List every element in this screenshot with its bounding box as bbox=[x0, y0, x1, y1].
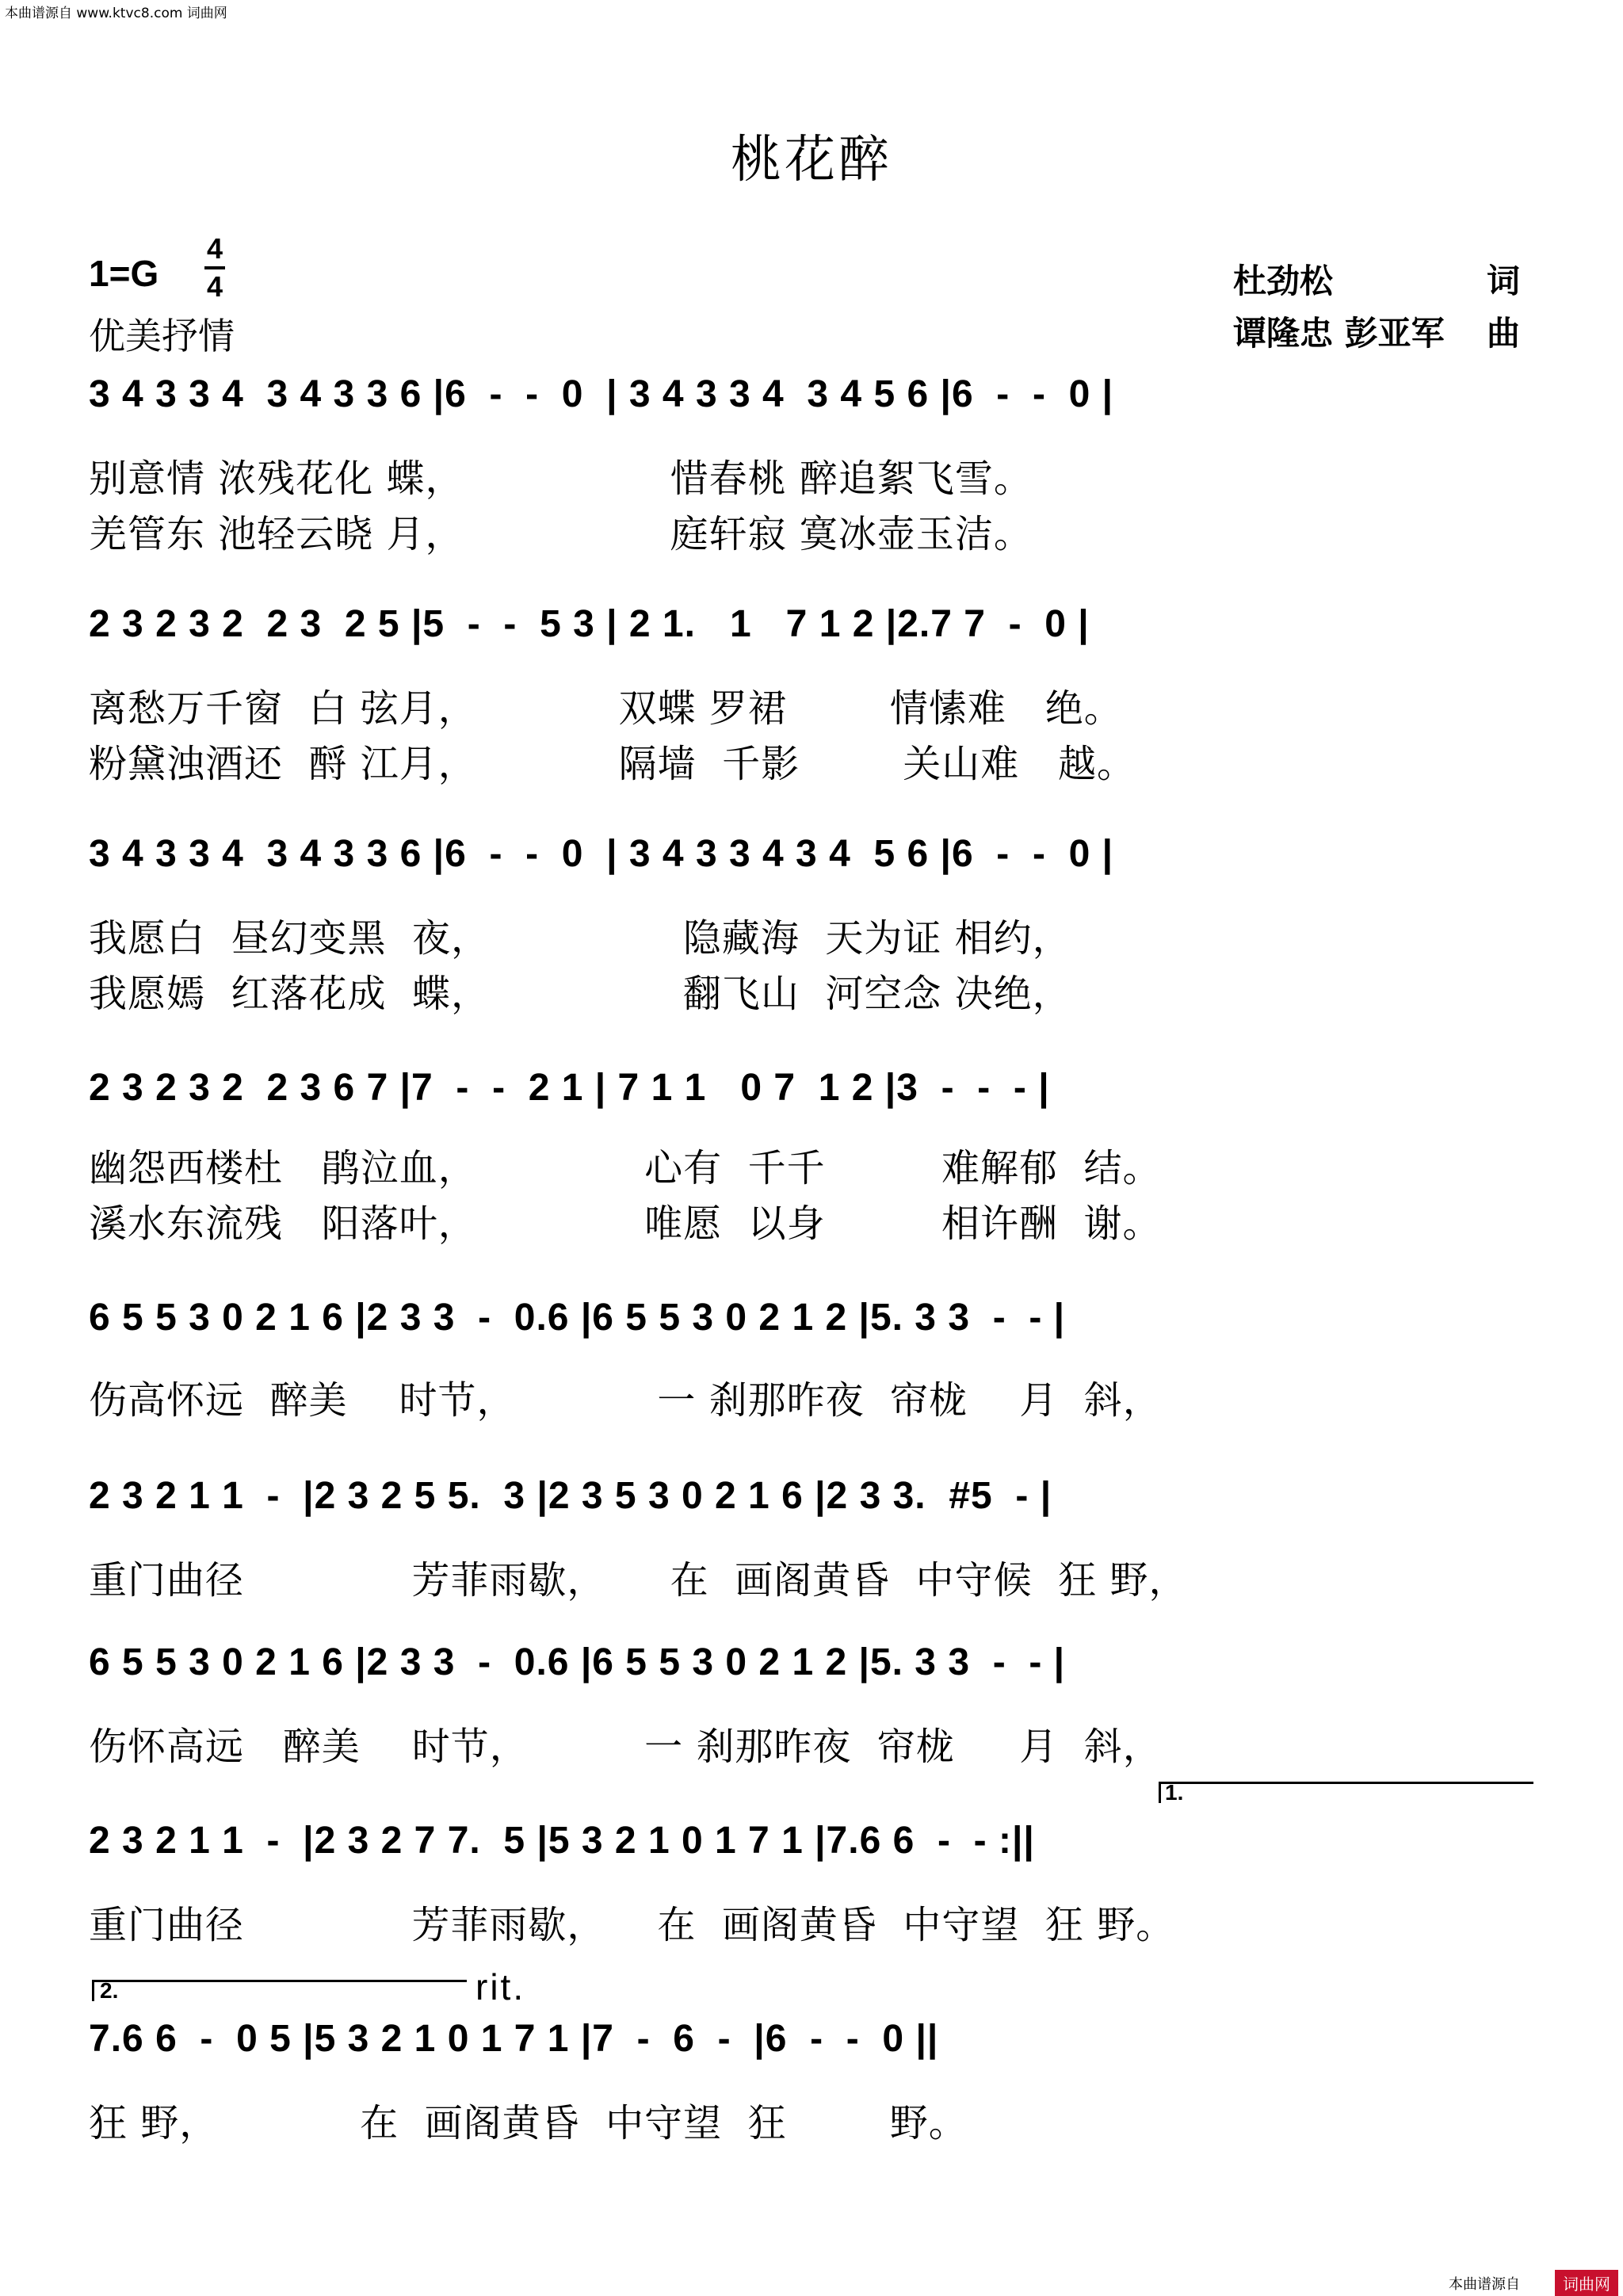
notation-line: 2 3 2 3 2 2 3 6 7 |7 - - 2 1 | 7 1 1 0 7 1 2 |3 - - - | bbox=[89, 1067, 1050, 1109]
notation-line: 2 3 2 1 1 - |2 3 2 7 7. 5 |5 3 2 1 0 1 7 1 |7.6 6 - - :|| bbox=[89, 1820, 1035, 1862]
notation-line: 2 3 2 1 1 - |2 3 2 5 5. 3 |2 3 5 3 0 2 1 6 |2 3 3. #5 - | bbox=[89, 1475, 1052, 1517]
site-logo[interactable]: 词曲网 bbox=[1555, 2270, 1618, 2296]
meter-top: 4 bbox=[206, 232, 223, 265]
volta-2-label: 2. bbox=[100, 1978, 119, 2003]
footer-source-text: 本曲谱源自 bbox=[1449, 2276, 1520, 2293]
meter-bottom: 4 bbox=[206, 270, 223, 303]
song-title: 桃花醉 bbox=[731, 131, 892, 189]
lyric-line: 伤怀高远 醉美 时节， 一 刹那昨夜 帘栊 月 斜， bbox=[89, 1725, 1162, 1769]
key-signature: 1=G bbox=[89, 253, 159, 294]
notation-line: 7.6 6 - 0 5 |5 3 2 1 0 1 7 1 |7 - 6 - |6 - - 0 || bbox=[89, 2018, 939, 2060]
source-watermark: 本曲谱源自 www.ktvc8.com 词曲网 bbox=[5, 6, 227, 21]
composer-role: 曲 bbox=[1487, 314, 1521, 353]
lyric-line: 我愿白 昼幻变黑 夜， 隐藏海 天为证 相约， bbox=[89, 916, 1071, 961]
lyric-line: 别意情 浓残花化 蝶， 惜春桃 醉追絮飞雪。 bbox=[89, 457, 1033, 501]
expression-marking: 优美抒情 bbox=[89, 315, 235, 357]
lyric-line: 离愁万千窗 白 弦月， 双蝶 罗裙 情愫难 绝。 bbox=[89, 686, 1123, 731]
lyric-line: 溪水东流残 阳落叶， 唯愿 以身 相许酬 谢。 bbox=[89, 1201, 1162, 1246]
notation-line: 3 4 3 3 4 3 4 3 3 6 |6 - - 0 | 3 4 3 3 4 3 4 5 6 |6 - - 0 | bbox=[89, 373, 1114, 415]
lyricist-role: 词 bbox=[1487, 262, 1521, 300]
notation-line: 2 3 2 3 2 2 3 2 5 |5 - - 5 3 | 2 1. 1 7 1 2 |2.7 7 - 0 | bbox=[89, 603, 1090, 645]
lyric-line: 狂 野， 在 画阁黄昏 中守望 狂 野。 bbox=[89, 2101, 968, 2145]
notation-line: 3 4 3 3 4 3 4 3 3 6 |6 - - 0 | 3 4 3 3 4 3 4 5 6 |6 - - 0 | bbox=[89, 833, 1114, 875]
lyricist-name: 杜劲松 bbox=[1233, 262, 1334, 300]
volta-1-label: 1. bbox=[1165, 1780, 1184, 1805]
lyric-line: 我愿嫣 红落花成 蝶， 翻飞山 河空念 决绝， bbox=[89, 972, 1071, 1016]
notation-line: 6 5 5 3 0 2 1 6 |2 3 3 - 0.6 |6 5 5 3 0 2 1 2 |5. 3 3 - - | bbox=[89, 1641, 1066, 1683]
lyric-line: 重门曲径 芳菲雨歇， 在 画阁黄昏 中守望 狂 野。 bbox=[89, 1903, 1175, 1947]
volta-bracket-1 bbox=[1159, 1782, 1533, 1803]
notation-line: 6 5 5 3 0 2 1 6 |2 3 3 - 0.6 |6 5 5 3 0 2 1 2 |5. 3 3 - - | bbox=[89, 1297, 1066, 1339]
time-signature bbox=[204, 231, 225, 304]
ritardando-marking: rit. bbox=[475, 1966, 526, 2008]
lyric-line: 伤高怀远 醉美 时节， 一 刹那昨夜 帘栊 月 斜， bbox=[89, 1378, 1162, 1423]
lyric-line: 粉黛浊酒还 酹 江月， 隔墙 千影 关山难 越。 bbox=[89, 742, 1136, 786]
lyric-line: 羌管东 池轻云晓 月， 庭轩寂 寞冰壶玉洁。 bbox=[89, 512, 1033, 556]
composer-names: 谭隆忠 彭亚军 bbox=[1233, 314, 1445, 353]
lyric-line: 重门曲径 芳菲雨歇， 在 画阁黄昏 中守候 狂 野， bbox=[89, 1558, 1188, 1603]
volta-bracket-2 bbox=[92, 1980, 467, 2001]
lyric-line: 幽怨西楼杜 鹃泣血， 心有 千千 难解郁 结。 bbox=[89, 1146, 1162, 1190]
